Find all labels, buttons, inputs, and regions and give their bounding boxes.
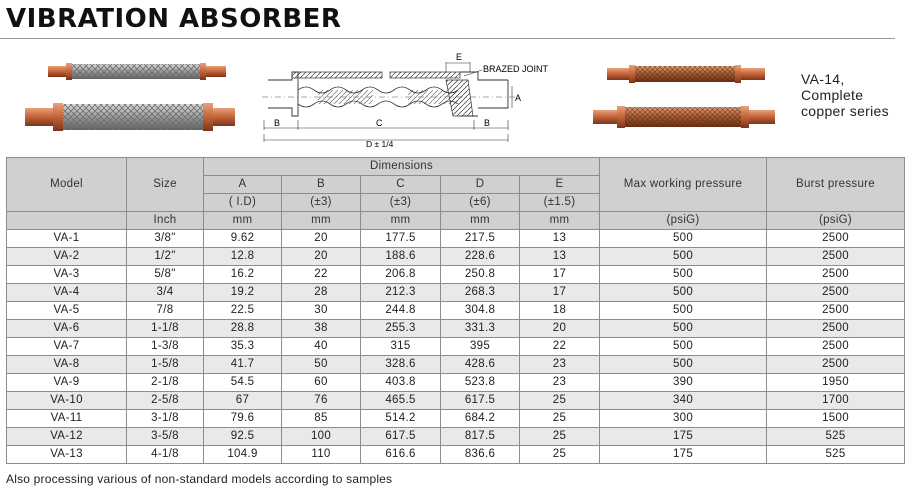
cell-burst-pressure: 1950 — [767, 374, 905, 392]
label-c: C — [376, 118, 383, 128]
cell-model: VA-6 — [7, 320, 127, 338]
cell-model: VA-12 — [7, 428, 127, 446]
cell-e: 20 — [520, 320, 600, 338]
cell-size: 1-3/8 — [127, 338, 204, 356]
cell-model: VA-11 — [7, 410, 127, 428]
cell-burst-pressure: 525 — [767, 428, 905, 446]
cell-size: 3/8" — [127, 230, 204, 248]
cell-size: 2-5/8 — [127, 392, 204, 410]
cell-e: 25 — [520, 392, 600, 410]
unit-b: mm — [282, 212, 361, 230]
cell-e: 25 — [520, 446, 600, 464]
cell-c: 206.8 — [361, 266, 441, 284]
unit-d: mm — [441, 212, 520, 230]
cell-max-pressure: 390 — [600, 374, 767, 392]
cell-max-pressure: 500 — [600, 302, 767, 320]
label-b-right: B — [484, 118, 491, 128]
cell-c: 177.5 — [361, 230, 441, 248]
cell-e: 13 — [520, 248, 600, 266]
cell-a: 92.5 — [204, 428, 282, 446]
cell-c: 403.8 — [361, 374, 441, 392]
cell-a: 9.62 — [204, 230, 282, 248]
cell-model: VA-3 — [7, 266, 127, 284]
cell-max-pressure: 340 — [600, 392, 767, 410]
cell-d: 617.5 — [441, 392, 520, 410]
cell-d: 684.2 — [441, 410, 520, 428]
cell-size: 3-1/8 — [127, 410, 204, 428]
header-dimensions: Dimensions — [204, 158, 600, 176]
unit-burst-pressure: (psiG) — [767, 212, 905, 230]
cell-d: 817.5 — [441, 428, 520, 446]
label-e: E — [456, 52, 463, 62]
cell-b: 30 — [282, 302, 361, 320]
cell-d: 268.3 — [441, 284, 520, 302]
tolerance-c: (±3) — [361, 194, 441, 212]
tolerance-d: (±6) — [441, 194, 520, 212]
cell-e: 18 — [520, 302, 600, 320]
cell-d: 836.6 — [441, 446, 520, 464]
cell-c: 616.6 — [361, 446, 441, 464]
cell-a: 12.8 — [204, 248, 282, 266]
cell-burst-pressure: 2500 — [767, 302, 905, 320]
cell-d: 217.5 — [441, 230, 520, 248]
header-col-a: A — [204, 176, 282, 194]
cell-model: VA-2 — [7, 248, 127, 266]
cell-c: 315 — [361, 338, 441, 356]
cell-model: VA-8 — [7, 356, 127, 374]
table-row — [7, 410, 905, 428]
unit-size: Inch — [127, 212, 204, 230]
cell-model: VA-1 — [7, 230, 127, 248]
cell-burst-pressure: 2500 — [767, 320, 905, 338]
header-col-d: D — [441, 176, 520, 194]
cell-c: 188.6 — [361, 248, 441, 266]
cell-b: 100 — [282, 428, 361, 446]
cell-burst-pressure: 2500 — [767, 248, 905, 266]
caption-line: VA-14, — [801, 71, 845, 87]
cell-max-pressure: 500 — [600, 338, 767, 356]
cell-d: 523.8 — [441, 374, 520, 392]
cell-e: 17 — [520, 284, 600, 302]
cell-c: 212.3 — [361, 284, 441, 302]
cell-b: 76 — [282, 392, 361, 410]
table-row — [7, 230, 905, 248]
label-brazed-joint: BRAZED JOINT — [483, 64, 549, 74]
footnote: Also processing various of non-standard models according to samples — [6, 472, 393, 486]
cell-c: 514.2 — [361, 410, 441, 428]
table-row — [7, 338, 905, 356]
header-burst-pressure: Burst pressure — [767, 158, 905, 212]
unit-c: mm — [361, 212, 441, 230]
tolerance-e: (±1.5) — [520, 194, 600, 212]
cell-burst-pressure: 1700 — [767, 392, 905, 410]
label-b-left: B — [274, 118, 281, 128]
cell-a: 104.9 — [204, 446, 282, 464]
label-d: D ± 1/4 — [366, 139, 394, 149]
cell-e: 23 — [520, 374, 600, 392]
cell-a: 35.3 — [204, 338, 282, 356]
caption-line: Complete — [801, 87, 864, 103]
table-row — [7, 248, 905, 266]
cell-e: 25 — [520, 428, 600, 446]
cell-max-pressure: 175 — [600, 446, 767, 464]
cell-max-pressure: 500 — [600, 284, 767, 302]
title-divider — [0, 38, 895, 39]
cell-max-pressure: 175 — [600, 428, 767, 446]
cell-model: VA-10 — [7, 392, 127, 410]
header-size: Size — [127, 158, 204, 212]
table-row — [7, 446, 905, 464]
cell-burst-pressure: 2500 — [767, 338, 905, 356]
cell-d: 304.8 — [441, 302, 520, 320]
header-model: Model — [7, 158, 127, 212]
unit-model — [7, 212, 127, 230]
cell-max-pressure: 500 — [600, 320, 767, 338]
cell-a: 67 — [204, 392, 282, 410]
cell-size: 5/8" — [127, 266, 204, 284]
cell-a: 41.7 — [204, 356, 282, 374]
cell-d: 428.6 — [441, 356, 520, 374]
cell-e: 23 — [520, 356, 600, 374]
cell-model: VA-9 — [7, 374, 127, 392]
copper-absorber-photo — [585, 62, 785, 138]
page-title: VIBRATION ABSORBER — [6, 4, 342, 34]
cell-burst-pressure: 2500 — [767, 284, 905, 302]
cell-max-pressure: 300 — [600, 410, 767, 428]
cell-max-pressure: 500 — [600, 356, 767, 374]
cell-b: 60 — [282, 374, 361, 392]
cell-size: 3-5/8 — [127, 428, 204, 446]
cell-a: 19.2 — [204, 284, 282, 302]
cell-a: 16.2 — [204, 266, 282, 284]
unit-e: mm — [520, 212, 600, 230]
cell-burst-pressure: 2500 — [767, 266, 905, 284]
header-col-b: B — [282, 176, 361, 194]
cell-max-pressure: 500 — [600, 248, 767, 266]
cell-model: VA-7 — [7, 338, 127, 356]
cell-b: 20 — [282, 230, 361, 248]
cell-model: VA-5 — [7, 302, 127, 320]
copper-series-caption — [801, 71, 889, 119]
cell-b: 85 — [282, 410, 361, 428]
tolerance-b: (±3) — [282, 194, 361, 212]
cell-c: 255.3 — [361, 320, 441, 338]
table-row — [7, 374, 905, 392]
cell-max-pressure: 500 — [600, 266, 767, 284]
cell-d: 331.3 — [441, 320, 520, 338]
cell-b: 28 — [282, 284, 361, 302]
cell-b: 40 — [282, 338, 361, 356]
header-max-pressure: Max working pressure — [600, 158, 767, 212]
caption-line: copper series — [801, 103, 889, 119]
cell-model: VA-13 — [7, 446, 127, 464]
cell-c: 328.6 — [361, 356, 441, 374]
cell-b: 110 — [282, 446, 361, 464]
table-row — [7, 320, 905, 338]
cell-e: 25 — [520, 410, 600, 428]
cell-size: 1-1/8 — [127, 320, 204, 338]
cell-burst-pressure: 525 — [767, 446, 905, 464]
cell-c: 465.5 — [361, 392, 441, 410]
table-row — [7, 356, 905, 374]
cell-d: 228.6 — [441, 248, 520, 266]
table-row — [7, 266, 905, 284]
table-row — [7, 392, 905, 410]
cell-e: 13 — [520, 230, 600, 248]
header-col-c: C — [361, 176, 441, 194]
cell-burst-pressure: 1500 — [767, 410, 905, 428]
cell-max-pressure: 500 — [600, 230, 767, 248]
label-a: A — [515, 93, 522, 103]
cell-b: 22 — [282, 266, 361, 284]
cell-d: 250.8 — [441, 266, 520, 284]
cell-burst-pressure: 2500 — [767, 230, 905, 248]
tolerance-a: ( I.D) — [204, 194, 282, 212]
header-col-e: E — [520, 176, 600, 194]
cell-size: 1-5/8 — [127, 356, 204, 374]
cell-a: 22.5 — [204, 302, 282, 320]
unit-a: mm — [204, 212, 282, 230]
cell-b: 38 — [282, 320, 361, 338]
cell-size: 4-1/8 — [127, 446, 204, 464]
cell-model: VA-4 — [7, 284, 127, 302]
cell-c: 617.5 — [361, 428, 441, 446]
cell-d: 395 — [441, 338, 520, 356]
cell-e: 17 — [520, 266, 600, 284]
stainless-absorber-photo — [20, 60, 240, 140]
cell-size: 1/2" — [127, 248, 204, 266]
cell-burst-pressure: 2500 — [767, 356, 905, 374]
cell-b: 50 — [282, 356, 361, 374]
cross-section-diagram — [258, 50, 558, 150]
cell-size: 2-1/8 — [127, 374, 204, 392]
table-row — [7, 284, 905, 302]
cell-b: 20 — [282, 248, 361, 266]
specification-table — [6, 157, 905, 464]
table-row — [7, 428, 905, 446]
cell-c: 244.8 — [361, 302, 441, 320]
cell-a: 79.6 — [204, 410, 282, 428]
cell-e: 22 — [520, 338, 600, 356]
unit-max-pressure: (psiG) — [600, 212, 767, 230]
table-row — [7, 302, 905, 320]
cell-a: 54.5 — [204, 374, 282, 392]
cell-a: 28.8 — [204, 320, 282, 338]
cell-size: 7/8 — [127, 302, 204, 320]
cell-size: 3/4 — [127, 284, 204, 302]
table-body — [7, 230, 905, 464]
